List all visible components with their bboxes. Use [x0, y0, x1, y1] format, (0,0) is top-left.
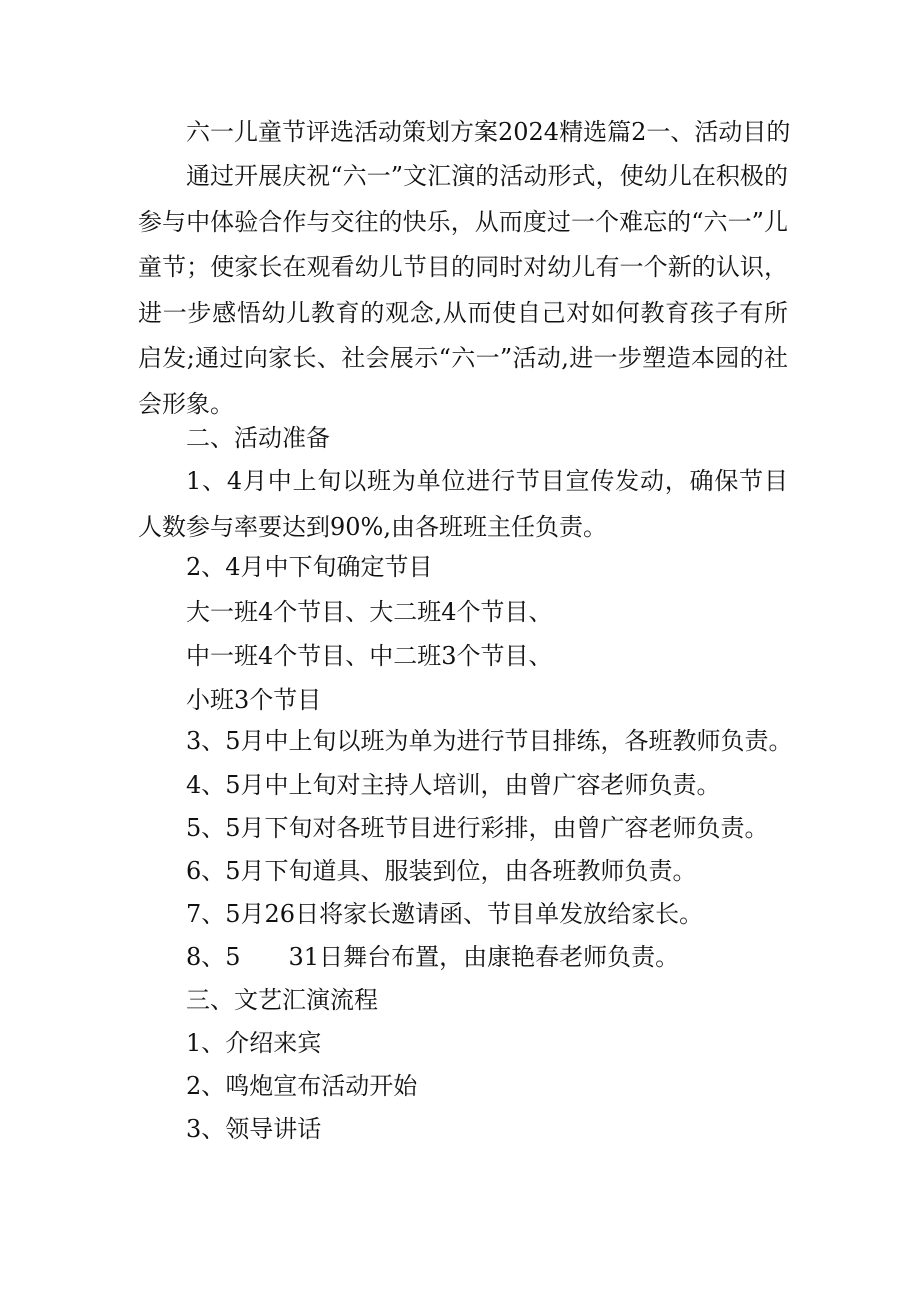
preparation-item-5: 5、5月下旬对各班节目进行彩排，由曾广容老师负责。 [186, 814, 769, 842]
flow-item-2: 2、鸣炮宣布活动开始 [186, 1072, 418, 1100]
preparation-item-7: 7、5月26日将家长邀请函、节目单发放给家长。 [186, 900, 704, 928]
preparation-item-2: 2、4月中下旬确定节目 [186, 553, 433, 581]
preparation-item-3: 3、5月中上旬以班为单为进行节目排练，各班教师负责。 [186, 727, 793, 755]
preparation-item-8: 8、5 31日舞台布置，由康艳春老师负责。 [186, 943, 680, 971]
section-heading-performance-flow: 三、文艺汇演流程 [186, 986, 378, 1014]
preparation-item-6: 6、5月下旬道具、服装到位，由各班教师负责。 [186, 857, 697, 885]
program-list-line-1: 大一班4个节目、大二班4个节目、 [186, 598, 553, 626]
intro-paragraph: 通过开展庆祝“六一”文汇演的活动形式，使幼儿在积极的参与中体验合作与交往的快乐，从而度过一个难忘的“六一”儿童节；使家长在观看幼儿节目的同时对幼儿有一个新的认识，进一步感悟幼儿教育的观念,从而使自己对如何教育孩子有所启发;通过向家长、社会展示“六一”活动,进一步塑造本园的社会形象。 [138, 162, 788, 418]
document-title: 六一儿童节评选活动策划方案2024精选篇2一、活动目的 [186, 118, 791, 146]
flow-item-3: 3、领导讲话 [186, 1115, 322, 1143]
section-heading-preparation: 二、活动准备 [186, 424, 330, 452]
flow-item-1: 1、介绍来宾 [186, 1029, 322, 1057]
preparation-item-4: 4、5月中上旬对主持人培训，由曾广容老师负责。 [186, 771, 721, 799]
program-list-line-3: 小班3个节目 [186, 686, 322, 714]
program-list-line-2: 中一班4个节目、中二班3个节目、 [186, 642, 553, 670]
preparation-item-1: 1、4月中上旬以班为单位进行节目宣传发动，确保节目人数参与率要达到90%,由各班班主任负责。 [138, 467, 788, 541]
